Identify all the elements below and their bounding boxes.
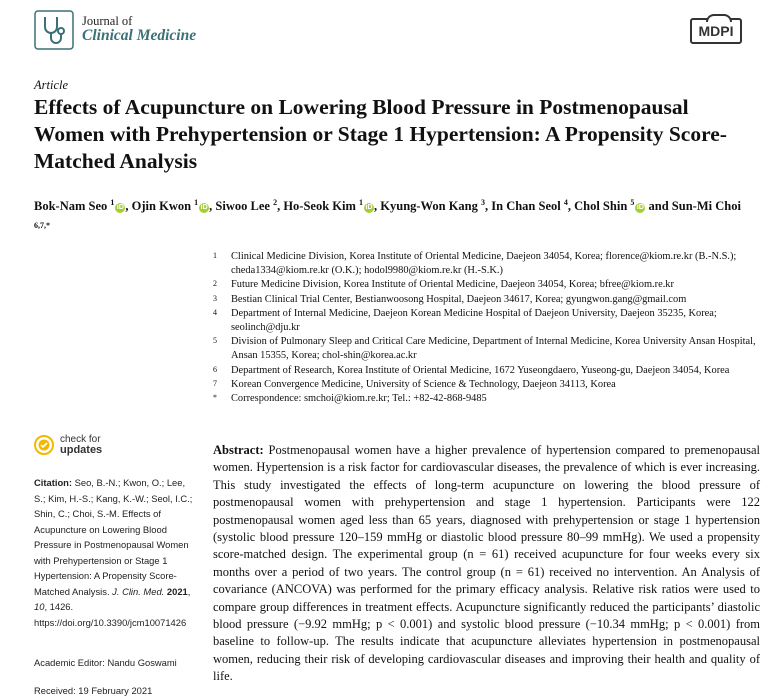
author-affiliation-ref: 5 <box>630 198 635 207</box>
citation-year: 2021 <box>166 585 188 597</box>
abstract-label: Abstract: <box>213 443 264 457</box>
author-list: Bok-Nam Seo $^1$iD , Ojin Kwon $^1$iD , Siwoo Lee $^2$, Ho-Seok Kim $^1$iD , Kyung-Won Kang $^3$, In Chan Seol $^4$, Chol Shin $^5$iD and Sun-Mi Choi $^{6,7,*}$ <box>34 198 741 231</box>
affiliation-number: * <box>213 393 217 403</box>
affiliation-text: Clinical Medicine Division, Korea Institute of Oriental Medicine, Daejeon 34054, Korea; florence@kiom.re.kr (B.-N.S.); cheda1334@kiom.re.kr (O.K.); hodol9980@kiom.re.kr (H.-S.K.) <box>231 251 737 277</box>
affiliation-item <box>213 364 758 378</box>
affiliation-item <box>213 392 758 406</box>
authors-and: and <box>645 199 672 214</box>
affiliation-number: 4 <box>213 307 217 317</box>
orcid-icon[interactable]: iD <box>200 204 208 212</box>
academic-editor: Academic Editor: Nandu Goswami <box>34 657 177 668</box>
affiliation-text: Future Medicine Division, Korea Institute of Oriental Medicine, Daejeon 34054, Korea; bfree@kiom.re.kr <box>231 279 674 291</box>
affiliations <box>213 250 758 406</box>
affiliation-number: 7 <box>213 378 217 388</box>
affiliation-number: 1 <box>213 251 217 260</box>
affiliation-text: Bestian Clinical Trial Center, Bestianwoosong Hospital, Daejeon 34617, Korea; gyungwon.gang@gmail.com <box>231 293 687 305</box>
affiliation-item <box>213 250 758 278</box>
received-date: Received: 19 February 2021 <box>34 685 153 696</box>
affiliation-number: 2 <box>213 279 217 289</box>
citation-volume: 10 <box>34 601 45 612</box>
author-name: Kyung-Won Kang <box>380 199 481 214</box>
orcid-icon[interactable]: iD <box>116 204 124 212</box>
affiliation-item <box>213 278 758 292</box>
journal-header <box>34 10 196 50</box>
author-name: Chol Shin <box>574 199 631 214</box>
author-name: Bok-Nam Seo <box>34 199 111 214</box>
orcid-icon[interactable]: iD <box>365 204 373 212</box>
author-affiliation-ref: 1 <box>110 198 115 207</box>
author-affiliation-ref: 3 <box>481 198 485 207</box>
citation-doi[interactable]: , 1426. https://doi.org/10.3390/jcm10071426 <box>34 601 187 628</box>
affiliation-number: 5 <box>213 336 217 346</box>
article-title: Effects of Acupuncture on Lowering Blood Pressure in Postmenopausal Women with Prehypertension or Stage 1 Hypertension: A Propensity Score-Matched Analysis <box>34 95 727 173</box>
stethoscope-icon <box>34 10 74 50</box>
citation-text: Seo, B.-N.; Kwon, O.; Lee, S.; Kim, H.-S.; Kang, K.-W.; Seol, I.C.; Shin, C.; Choi, S.-M. Effects of Acupuncture on Lowering Blood Pressure in Postmenopausal Women with Prehypertension or Stage 1 Hypertension: A Propensity Score-Matched Analysis. <box>34 477 193 597</box>
affiliation-item <box>213 378 758 392</box>
abstract-text: Postmenopausal women have a higher prevalence of hypertension compared to premenopausal women. Hypertension is a risk factor for cardiovascular diseases, the prevalence of which is ever increasing. This study investigated the effects of long-term acupuncture on lowering the blood pressure of postmenopausal women with prehypertension and stage 1 hypertension. Participants were 122 postmenopausal women aged less than 65 years, diagnosed with prehypertension or stage 1 hypertension (systolic blood pressure 120–159 mmHg or diastolic blood pressure 80–99 mmHg). We used a propensity score-matched design. The experimental group (n = 61) received acupuncture for four weeks every six months over a period of two years. The control group (n = 61) received no intervention. An Analysis of covariance (ANCOVA) was performed for the primary efficacy analysis. Relative risk ratios were used to compare group differences in treatment effects. Acupuncture significantly reduced the participants’ diastolic blood pressure (−9.92 mmHg; p < 0.001) and systolic blood pressure (−10.34 mmHg; p < 0.001) from baseline to follow-up. The results indicate that acupuncture alleviates hypertension in postmenopausal women, reducing their risk of developing cardiovascular diseases and improving their health and quality of life. <box>213 443 760 684</box>
affiliation-item <box>213 335 758 363</box>
affiliation-text: Korean Convergence Medicine, University of Science & Technology, Daejeon 34113, Korea <box>231 378 616 390</box>
orcid-icon[interactable]: iD <box>636 204 644 212</box>
author-name: Ojin Kwon <box>131 199 195 214</box>
author-affiliation-ref: 4 <box>563 198 568 207</box>
author-affiliation-ref: 6,7,* <box>34 221 50 231</box>
check-updates-icon <box>34 435 54 455</box>
author-affiliation-ref: 1 <box>194 198 199 207</box>
check-for-updates-button[interactable] <box>34 434 102 456</box>
journal-name: Clinical Medicine <box>82 27 197 45</box>
affiliation-number: 3 <box>213 293 217 303</box>
affiliation-item <box>213 307 758 335</box>
journal-of: Journal of <box>82 14 133 29</box>
affiliation-text: Department of Research, Korea Institute of Oriental Medicine, 1672 Yuseongdaero, Yuseong-gu, Daejeon 34054, Korea <box>231 364 730 376</box>
check-label-1: check for <box>60 434 101 445</box>
author-name: Ho-Seok Kim <box>283 199 360 214</box>
affiliation-text: Division of Pulmonary Sleep and Critical Care Medicine, Department of Internal Medicine, Korea University Ansan Hospital, Ansan 15355, Korea; chol-shin@korea.ac.kr <box>231 336 756 362</box>
author-name: Siwoo Lee <box>215 199 274 214</box>
publisher-logo[interactable]: MDPI <box>690 18 742 44</box>
abstract <box>213 442 760 686</box>
affiliation-text: Correspondence: smchoi@kiom.re.kr; Tel.: +82-42-868-9485 <box>231 393 487 405</box>
citation-block: Citation: Seo, B.-N.; Kwon, O.; Lee, S.; Kim, H.-S.; Kang, K.-W.; Seol, I.C.; Shin, C.; Choi, S.-M. Effects of Acupuncture on Lowering Blood Pressure in Postmenopausal Women with Prehypertension or Stage 1 Hypertension: A Propensity Score-Matched Analysis. J. Clin. Med. 2021, 10, 1426. https://doi.org/10.3390/jcm10071426 <box>34 477 193 628</box>
author-affiliation-ref: 2 <box>273 198 278 207</box>
article-type: Article <box>34 78 69 92</box>
affiliation-text: Department of Internal Medicine, Daejeon Korean Medicine Hospital of Daejeon University, Daejeon 35235, Korea; seolinch@dju.kr <box>231 307 717 334</box>
check-label-2: updates <box>60 444 103 456</box>
author-name: Sun-Mi Choi <box>671 199 741 214</box>
author-name: In Chan Seol <box>491 199 564 214</box>
affiliation-number: 6 <box>213 364 217 374</box>
citation-journal: J. Clin. Med. <box>112 585 165 597</box>
citation-label: Citation: <box>34 477 73 488</box>
affiliation-item <box>213 293 758 307</box>
author-affiliation-ref: 1 <box>359 198 364 207</box>
